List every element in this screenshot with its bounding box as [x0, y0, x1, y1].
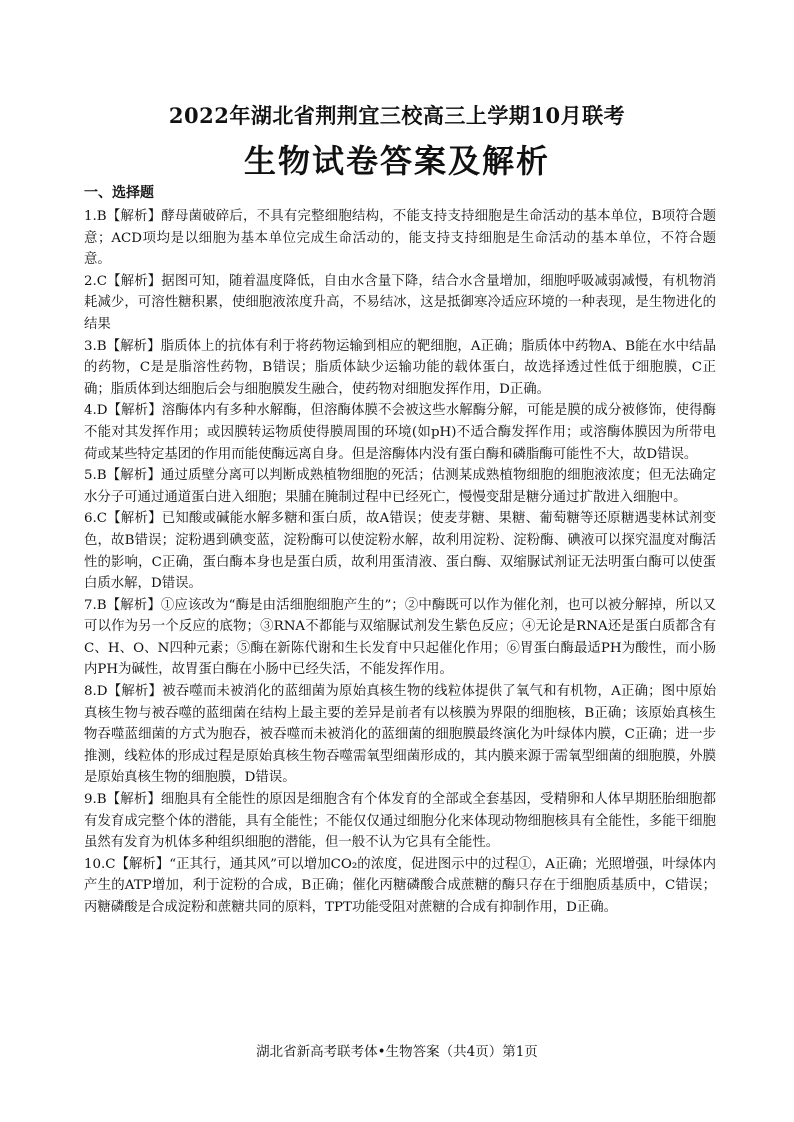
answer-item-3: 3.B【解析】脂质体上的抗体有利于将药物运输到相应的靶细胞，A正确；脂质体中药物A、B能在水中结晶的药物，C是是脂溶性药物，B错误；脂质体缺少运输功能的载体蛋白，故选择透过性低于细胞膜，C正确；脂质体到达细胞后会与细胞膜发生融合，使药物对细胞发挥作用，D正确。	[84, 338, 716, 397]
answer-item-4: 4.D【解析】溶酶体内有多种水解酶，但溶酶体膜不会被这些水解酶分解，可能是膜的成分被修饰，使得酶不能对其发挥作用；或因膜转运物质使得膜周围的环境(如pH)不适合酶发挥作用；或溶酶体膜因为所带电荷或某些特定基团的作用而能使酶远离自身。但是溶酶体内没有蛋白酶和磷脂酶可能性不大，故D错误。	[84, 403, 716, 462]
answer-item-5: 5.B【解析】通过质壁分离可以判断成熟植物细胞的死活；估测某成熟植物细胞的细胞液浓度；但无法确定水分子可通过通道蛋白进入细胞；果脯在腌制过程中已经死亡，慢慢变甜是糖分通过扩散进入细胞中。	[84, 468, 716, 505]
document-subtitle: 生物试卷答案及解析	[243, 142, 550, 180]
answer-list	[84, 206, 716, 919]
answer-item-6: 6.C【解析】已知酸或碱能水解多糖和蛋白质，故A错误；使麦芽糖、果糖、葡萄糖等还原糖遇斐林试剂变色，故B错误；淀粉遇到碘变蓝，淀粉酶可以使淀粉水解，故利用淀粉、淀粉酶、碘液可以探究温度对酶活性的影响，C正确，蛋白酶本身也是蛋白质，故利用蛋清液、蛋白酶、双缩脲试剂证无法明蛋白酶可以使蛋白质水解，D错误。	[84, 511, 716, 592]
section-heading: 一、选择题	[84, 185, 154, 201]
answer-item-8: 8.D【解析】被吞噬而未被消化的蓝细菌为原始真核生物的线粒体提供了氧气和有机物，A正确；图中原始真核生物与被吞噬的蓝细菌在结构上最主要的差异是前者有以核膜为界限的细胞核，B正确；该原始真核生物吞噬蓝细菌的方式为胞吞，被吞噬而未被消化的蓝细菌的细胞膜最终演化为叶绿体内膜，C正确；进一步推测，线粒体的形成过程是原始真核生物吞噬需氧型细菌形成的，其内膜来源于需氧型细菌的细胞膜，外膜是原始真核生物的细胞膜，D错误。	[84, 684, 716, 786]
answer-item-10: 10.C【解析】“正其行，通其风”可以增加CO₂的浓度，促进图示中的过程①，A正确；光照增强，叶绿体内产生的ATP增加，利于淀粉的合成，B正确；催化丙糖磷酸合成蔗糖的酶只存在于细胞质基质中，C错误；丙糖磷酸是合成淀粉和蔗糖共同的原料，TPT功能受阻对蔗糖的合成有抑制作用，D正确。	[84, 856, 716, 915]
document-title: 2022年湖北省荆荆宜三校高三上学期10月联考	[168, 103, 626, 128]
answer-item-1: 1.B【解析】酵母菌破碎后，不具有完整细胞结构，不能支持支持细胞是生命活动的基本单位，B项符合题意；ACD项均是以细胞为基本单位完成生命活动的，能支持支持细胞是生命活动的基本单位，不符合题意。	[84, 209, 716, 268]
answer-item-2: 2.C【解析】据图可知，随着温度降低，自由水含量下降，结合水含量增加，细胞呼吸减弱减慢，有机物消耗减少，可溶性糖积累，使细胞液浓度升高，不易结冰，这是抵御寒冷适应环境的一种表现，是生物进化的结果	[84, 273, 716, 332]
answer-item-9: 9.B【解析】细胞具有全能性的原因是细胞含有个体发育的全部或全套基因，受精卵和人体早期胚胎细胞都有发育成完整个体的潜能，具有全能性；不能仅仅通过细胞分化来体现动物细胞核具有全能性，多能干细胞虽然有发育为机体多种组织细胞的潜能，但一般不认为它具有全能性。	[84, 792, 716, 851]
page-footer: 湖北省新高考联考体•生物答案（共4页）第1页	[256, 1044, 538, 1060]
answer-item-7: 7.B【解析】①应该改为“酶是由活细胞细胞产生的”；②中酶既可以作为催化剂，也可以被分解掉，所以又可以作为另一个反应的底物；③RNA不都能与双缩脲试剂发生紫色反应；④无论是RNA还是蛋白质都含有C、H、O、N四种元素；⑤酶在新陈代谢和生长发育中只起催化作用；⑥胃蛋白酶最适PH为酸性，而小肠内PH为碱性，故胃蛋白酶在小肠中已经失活，不能发挥作用。	[84, 597, 716, 678]
